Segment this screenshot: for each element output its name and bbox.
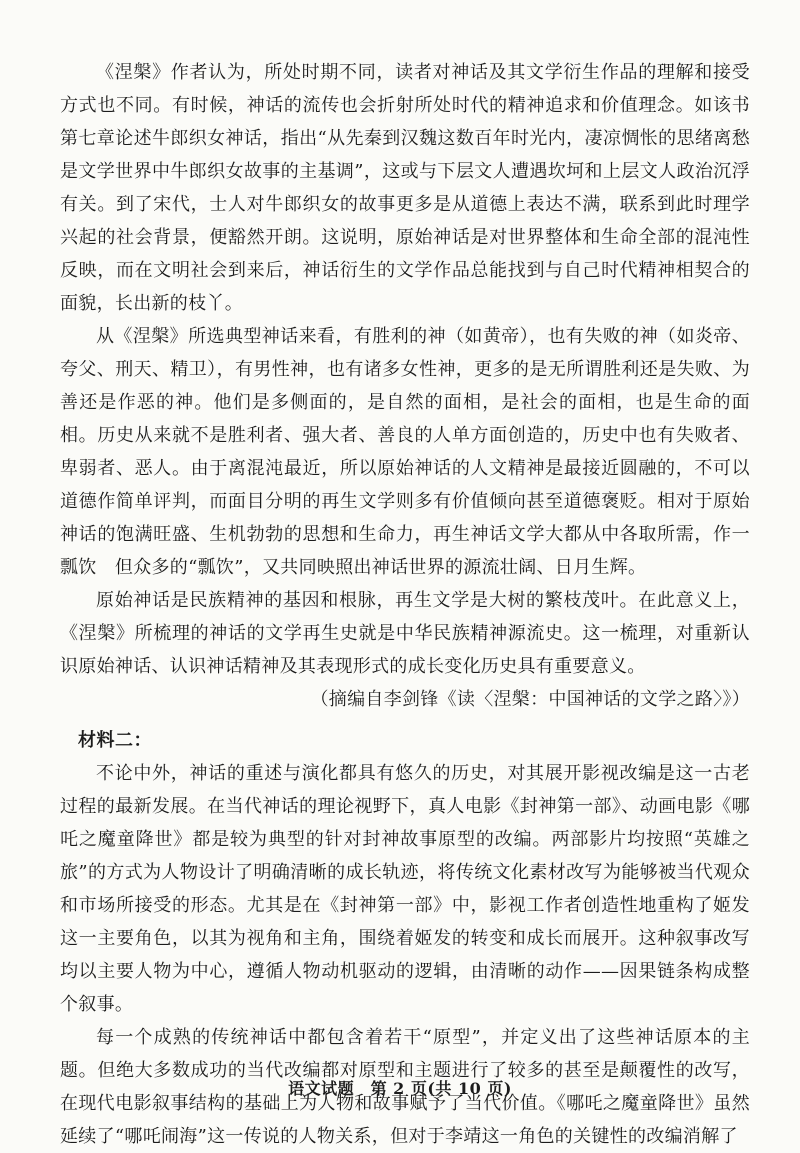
- source-citation: （摘编自李剑锋《读〈涅槃：中国神话的文学之路〉》）: [310, 689, 750, 710]
- material-two-heading: 材料二：: [78, 730, 152, 751]
- paragraph-2: 从《涅槃》所选典型神话来看，有胜利的神（如黄帝），也有失败的神（如炎帝、夸父、刑天、精卫），有男性神，也有诸多女性神，更多的是无所谓胜利还是失败、为善还是作恶的神。他们是多侧面的，是自然的面相，是社会的面相，也是生命的面相。历史从来就不是胜利者、强大者、善良的人单方面创造的，历史中也有失败者、卑弱者、恶人。由于离混沌最近，所以原始神话的人文精神是最接近圆融的，不可以道德作简单评判，而面目分明的再生文学则多有价值倾向甚至道德褒贬。相对于原始神话的饱满旺盛、生机勃勃的思想和生命力，再生神话文学大都从中各取所需，作一瓢饮 但众多的“瓢饮”，又共同映照出神话世界的源流壮阔、日月生辉。: [60, 326, 750, 578]
- paragraph-4: 不论中外，神话的重述与演化都具有悠久的历史，对其展开影视改编是这一古老过程的最新发展。在当代神话的理论视野下，真人电影《封神第一部》、动画电影《哪吒之魔童降世》都是较为典型的针对封神故事原型的改编。两部影片均按照“英雄之旅”的方式为人物设计了明确清晰的成长轨迹，将传统文化素材改写为能够被当代观众和市场所接受的形态。尤其是在《封神第一部》中，影视工作者创造性地重构了姬发这一主要角色，以其为视角和主角，围绕着姬发的转变和成长而展开。这种叙事改写均以主要人物为中心，遵循人物动机驱动的逻辑，由清晰的动作——因果链条构成整个叙事。: [60, 763, 750, 1015]
- paragraph-1: 《涅槃》作者认为，所处时期不同，读者对神话及其文学衍生作品的理解和接受方式也不同。有时候，神话的流传也会折射所处时代的精神追求和价值理念。如该书第七章论述牛郎织女神话，指出“从先秦到汉魏这数百年时光内，凄凉惆怅的思绪离愁是文学世界中牛郎织女故事的主基调”，这或与下层文人遭遇坎坷和上层文人政治沉浮有关。到了宋代，士人对牛郎织女的故事更多是从道德上表达不满，联系到此时理学兴起的社会背景，便豁然开朗。这说明，原始神话是对世界整体和生命全部的混沌性反映，而在文明社会到来后，神话衍生的文学作品总能找到与自己时代精神相契合的面貌，长出新的枝丫。: [60, 62, 750, 314]
- paragraph-5: 每一个成熟的传统神话中都包含着若干“原型”，并定义出了这些神话原本的主题。但绝大多数成功的当代改编都对原型和主题进行了较多的甚至是颠覆性的改写，在现代电影叙事结构的基础上为人物和故事赋予了当代价值。《哪吒之魔童降世》虽然延续了“哪吒闹海”这一传说的人物关系，但对于李靖这一角色的关键性的改编消解了: [60, 1027, 750, 1147]
- paragraph-3: 原始神话是民族精神的基因和根脉，再生文学是大树的繁枝茂叶。在此意义上，《涅槃》所梳理的神话的文学再生史就是中华民族精神源流史。这一梳理，对重新认识原始神话、认识神话精神及其表现形式的成长变化历史具有重要意义。: [60, 590, 750, 677]
- page-footer: 语文试题 第 2 页(共 10 页): [288, 1079, 512, 1098]
- page-content: [60, 56, 750, 1153]
